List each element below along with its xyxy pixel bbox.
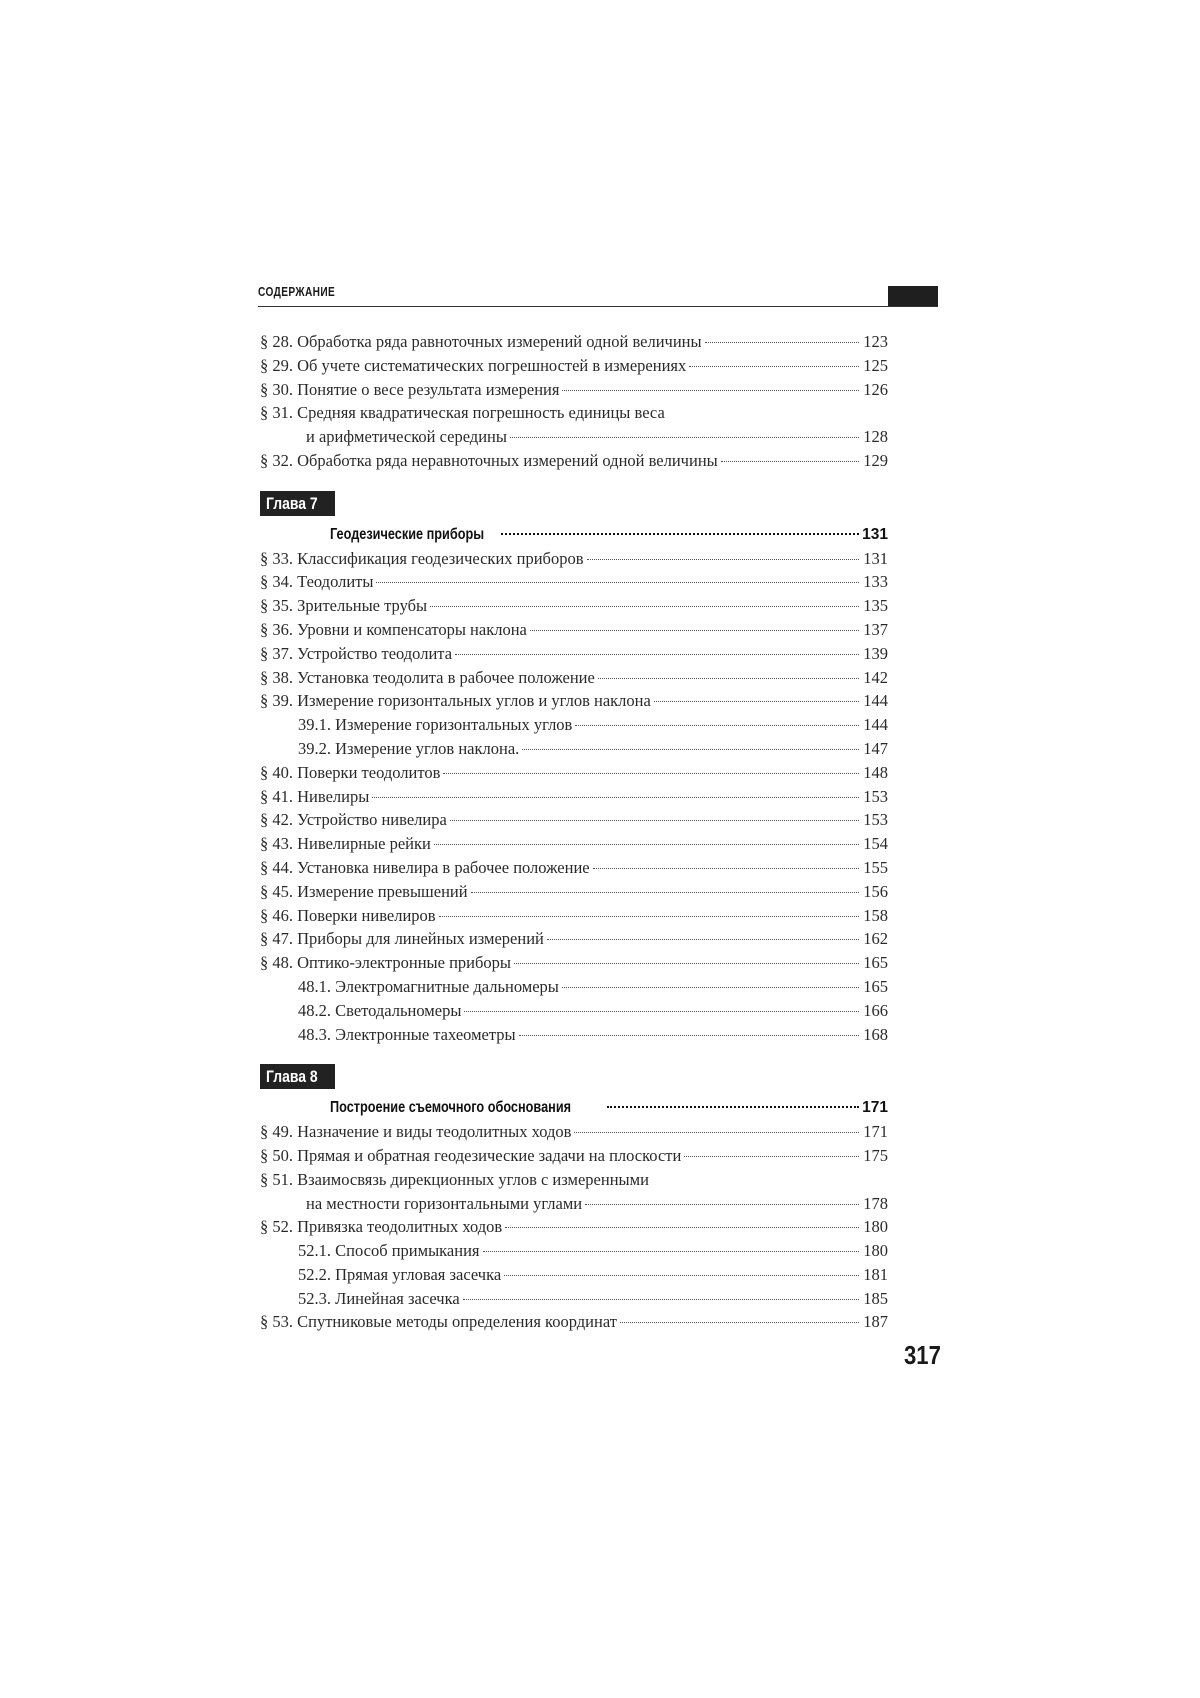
page-ref: 168 [863,1024,888,1044]
toc-item-title: § 46. Поверки нивелиров [260,905,436,925]
leader-dots [530,630,859,631]
chapter-title-row[interactable] [260,523,888,547]
leader-dots [471,892,859,893]
page-ref: 123 [863,332,888,351]
page-ref: 128 [863,427,888,447]
toc-item[interactable] [260,1192,888,1216]
toc-item-title: 48.1. Электромагнитные дальномеры [298,976,559,996]
toc-subitem[interactable] [260,1239,888,1263]
header-bar-decoration [888,286,938,306]
toc-item[interactable] [260,808,888,832]
toc-subitem[interactable] [260,999,888,1023]
toc-item-title: § 47. Приборы для линейных измерений [260,929,544,949]
toc-item-title: § 50. Прямая и обратная геодезические задачи на плоскости [260,1145,682,1165]
toc-item[interactable] [260,880,888,904]
toc-item[interactable] [260,1168,888,1192]
toc-item[interactable] [260,1310,888,1334]
leader-dots [689,366,859,367]
chapter-7-items [260,547,888,1047]
running-header [258,284,938,307]
toc-item-title: § 28. Обработка ряда равноточных измерений одной величины [260,332,702,351]
toc-item[interactable] [260,449,888,473]
toc-item[interactable] [260,1215,888,1239]
chapter-label [260,1064,335,1089]
leader-dots [504,1275,859,1276]
toc-item[interactable] [260,330,888,354]
page-ref: 181 [863,1264,888,1284]
leader-dots [585,1204,859,1205]
toc-item-title: § 43. Нивелирные рейки [260,834,431,854]
leader-dots [620,1322,859,1323]
toc-item[interactable] [260,1144,888,1168]
toc-item-title: § 36. Уровни и компенсаторы наклона [260,619,527,639]
toc-item-title: § 49. Назначение и виды теодолитных ходов [260,1122,572,1142]
page-ref: 175 [863,1145,888,1165]
leader-dots [574,1132,859,1133]
page-ref: 155 [863,857,888,877]
page-ref: 137 [863,619,888,639]
leader-dots [593,868,859,869]
chapter-8-heading [260,1064,888,1090]
toc-item-title: § 35. Зрительные трубы [260,596,428,616]
toc-item-title: § 42. Устройство нивелира [260,810,447,830]
page-number: 317 [904,1340,941,1370]
toc-item-title: § 48. Оптико-электронные приборы [260,953,511,973]
toc-item-title: § 41. Нивелиры [260,786,370,806]
toc-item-title: § 33. Классификация геодезических приборов [260,548,584,568]
page-ref: 165 [863,953,888,973]
toc-item[interactable] [260,594,888,618]
page-ref: 135 [863,596,888,616]
toc-item-title: и арифметической середины [306,427,507,447]
leader-dots [547,939,859,940]
toc-item[interactable] [260,642,888,666]
leader-dots [376,582,859,583]
toc-item[interactable] [260,761,888,785]
leader-dots [463,1299,859,1300]
page-ref: 178 [863,1193,888,1213]
toc-item[interactable] [260,618,888,642]
page-ref: 185 [863,1288,888,1308]
page-ref: 142 [863,667,888,687]
toc-item[interactable] [260,401,888,425]
page-ref: 133 [863,572,888,592]
leader-dots [505,1227,859,1228]
toc-item[interactable] [260,951,888,975]
chapter-title-row[interactable] [260,1096,888,1120]
leader-dots [434,844,859,845]
toc-item[interactable] [260,378,888,402]
leader-dots [519,1035,859,1036]
page-ref: 148 [863,762,888,782]
leader-dots [510,437,859,438]
leader-dots [483,1251,860,1252]
page-ref: 154 [863,834,888,854]
page-ref: 139 [863,643,888,663]
toc-item-title: § 53. Спутниковые методы определения координат [260,1312,617,1332]
toc-item-title: 52.3. Линейная засечка [298,1288,460,1308]
leader-dots [607,1106,859,1108]
leader-dots [654,701,859,702]
toc-item[interactable] [260,1120,888,1144]
leader-dots [721,461,859,462]
leader-dots [455,654,859,655]
page-ref: 165 [863,976,888,996]
chapter-label-text: Глава 7 [266,493,318,513]
leader-dots [514,963,859,964]
toc-item[interactable] [260,904,888,928]
toc-subitem[interactable] [260,1287,888,1311]
page-ref: 129 [863,450,888,470]
toc-item[interactable] [260,856,888,880]
toc-item-title: на местности горизонтальными углами [306,1193,583,1213]
toc-item[interactable] [260,354,888,378]
toc-item-title: 48.2. Светодальномеры [298,1000,462,1020]
page-ref: 156 [863,881,888,901]
toc-item-title: 39.1. Измерение горизонтальных углов [298,715,573,735]
toc-item-title: § 29. Об учете систематических погрешностей в измерениях [260,355,687,375]
toc-item[interactable] [260,785,888,809]
leader-dots [562,390,859,391]
toc-item[interactable] [260,425,888,449]
leader-dots [464,1011,859,1012]
running-head-title: СОДЕРЖАНИЕ [258,284,336,299]
toc-subitem[interactable] [260,1023,888,1047]
toc-subitem[interactable] [260,737,888,761]
toc-item-title: § 40. Поверки теодолитов [260,762,441,782]
page-ref: 144 [863,715,888,735]
table-of-contents [260,330,888,1334]
toc-item-title: § 30. Понятие о весе результата измерения [260,379,560,399]
page-ref: 180 [863,1241,888,1261]
page-ref: 144 [863,691,888,711]
page-ref: 158 [863,905,888,925]
toc-item-title: § 52. Привязка теодолитных ходов [260,1217,503,1237]
toc-item-title: § 51. Взаимосвязь дирекционных углов с измеренными [260,1169,649,1189]
chapter-label-text: Глава 8 [266,1067,318,1087]
leader-dots [598,678,859,679]
page-ref: 131 [863,548,888,568]
toc-section-continued [260,330,888,473]
leader-dots [587,559,860,560]
toc-subitem[interactable] [260,1263,888,1287]
toc-item-title: 48.3. Электронные тахеометры [298,1024,516,1044]
toc-item-title: § 32. Обработка ряда неравноточных измерений одной величины [260,450,718,470]
page-ref: 126 [863,379,888,399]
page-ref: 187 [863,1312,888,1332]
toc-item[interactable] [260,570,888,594]
chapter-7-heading [260,491,888,517]
page-ref: 131 [862,525,888,543]
toc-item-title: § 45. Измерение превышений [260,881,468,901]
leader-dots [501,533,859,535]
toc-subitem[interactable] [260,975,888,999]
toc-item[interactable] [260,547,888,571]
chapter-8-items [260,1120,888,1334]
leader-dots [443,773,859,774]
toc-item-title: § 37. Устройство теодолита [260,643,453,663]
page-ref: 162 [863,929,888,949]
leader-dots [705,342,859,343]
page-ref: 147 [863,738,888,758]
toc-subitem[interactable] [260,713,888,737]
leader-dots [430,606,859,607]
leader-dots [439,916,859,917]
page-ref: 180 [863,1217,888,1237]
toc-item-title: § 44. Установка нивелира в рабочее положение [260,857,590,877]
toc-item-title: 52.1. Способ примыкания [298,1241,480,1261]
chapter-title: Геодезические приборы [330,525,485,543]
toc-item-title: § 38. Установка теодолита в рабочее положение [260,667,595,687]
leader-dots [562,987,859,988]
toc-item-title: § 31. Средняя квадратическая погрешность единицы веса [260,403,665,423]
toc-item-title: § 34. Теодолиты [260,572,374,592]
toc-item-title: 52.2. Прямая угловая засечка [298,1264,502,1284]
chapter-label [260,491,335,516]
leader-dots [684,1156,859,1157]
leader-dots [450,820,859,821]
toc-item[interactable] [260,666,888,690]
toc-item-title: § 39. Измерение горизонтальных углов и углов наклона [260,691,651,711]
leader-dots [372,797,859,798]
chapter-title: Построение съемочного обоснования [330,1099,572,1117]
page-ref: 153 [863,786,888,806]
leader-dots [575,725,859,726]
toc-item[interactable] [260,927,888,951]
page-ref: 125 [863,355,888,375]
toc-item[interactable] [260,832,888,856]
page-ref: 171 [863,1122,888,1142]
toc-item-title: 39.2. Измерение углов наклона. [298,738,520,758]
page-ref: 171 [862,1099,888,1117]
toc-item[interactable] [260,689,888,713]
page-ref: 166 [863,1000,888,1020]
page-ref: 153 [863,810,888,830]
leader-dots [522,749,859,750]
